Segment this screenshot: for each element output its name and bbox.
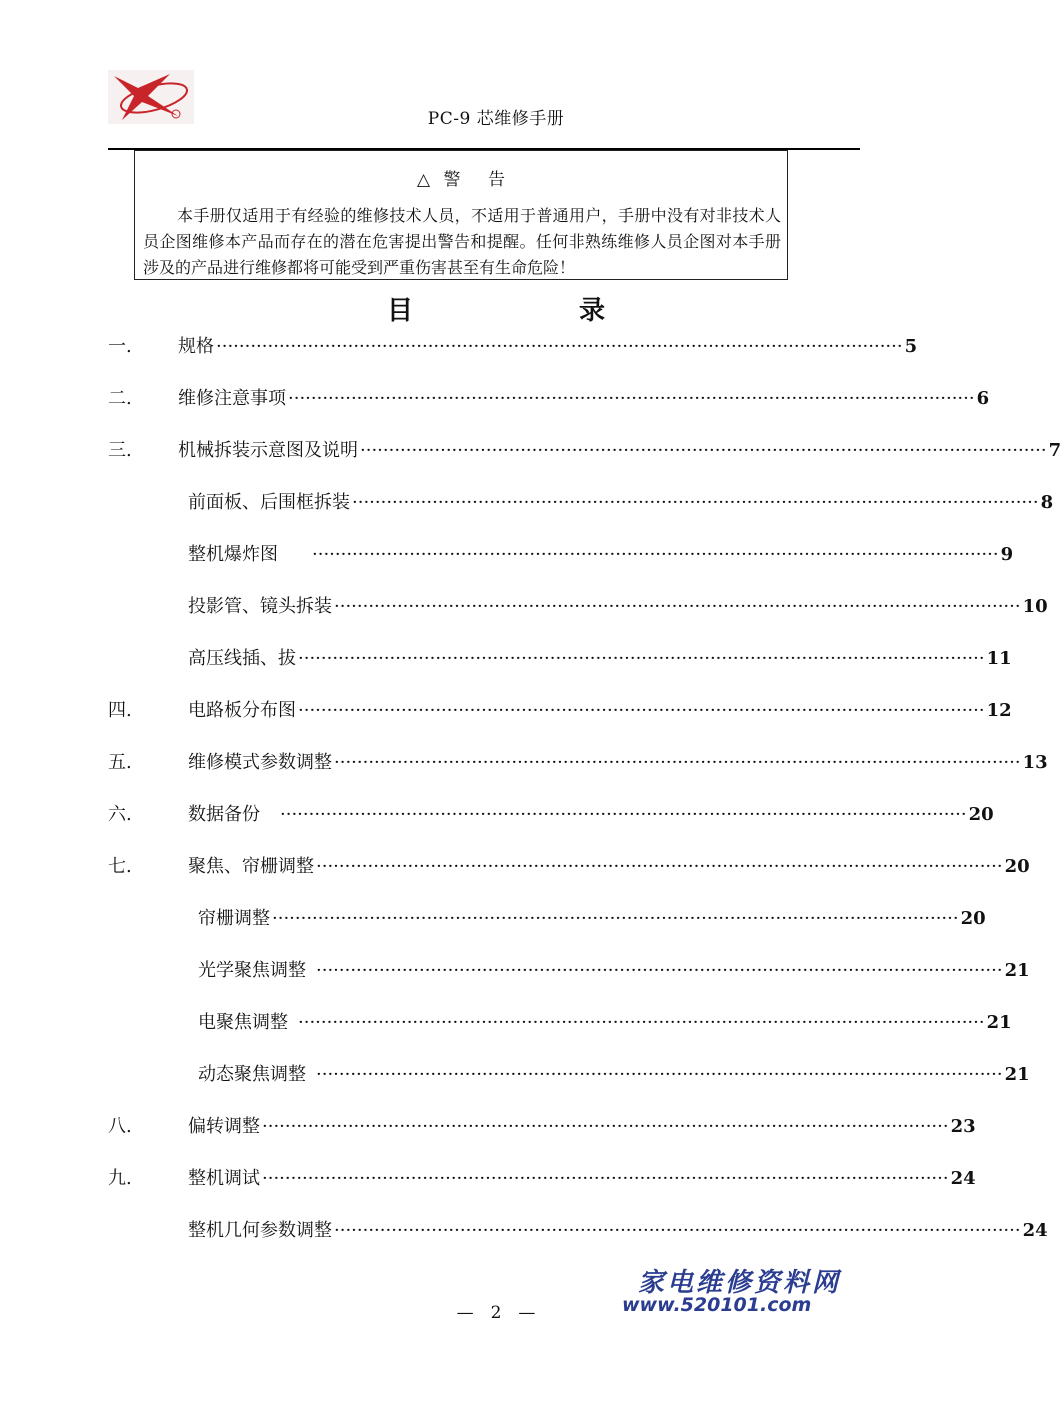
toc-leader: ························································································································ (288, 388, 975, 409)
toc-page-number: 23 (950, 1116, 976, 1137)
toc-page-number: 6 (976, 388, 990, 409)
toc-title: 整机几何参数调整 (188, 1220, 332, 1241)
warning-title-a: 警 (443, 170, 461, 190)
toc-row[interactable] (0, 385, 992, 413)
toc-title: 机械拆装示意图及说明 (178, 440, 358, 461)
toc-row[interactable] (0, 749, 1048, 777)
toc-title: 高压线插、拔 (188, 648, 296, 669)
toc-row[interactable] (0, 1009, 1012, 1037)
toc-row[interactable] (0, 1113, 992, 1141)
toc-number: 六. (108, 804, 132, 825)
toc-row[interactable] (0, 905, 992, 933)
toc-leader: ························································································································ (298, 1012, 985, 1033)
toc-page-number: 20 (968, 804, 994, 825)
toc-leader: ························································································································ (352, 492, 1039, 513)
page-number: — 2 — (456, 1303, 536, 1323)
toc-page-number: 13 (1022, 752, 1048, 773)
watermark-url: www.520101.com (622, 1294, 812, 1316)
toc-title: 帘栅调整 (198, 908, 270, 929)
toc-leader: ························································································································ (316, 856, 1003, 877)
toc-number: 二. (108, 388, 132, 409)
toc-title: 整机爆炸图 (188, 544, 278, 565)
toc-row[interactable] (0, 801, 992, 829)
toc-number: 五. (108, 752, 132, 773)
toc-row[interactable] (0, 853, 1030, 881)
toc-page-number: 9 (1000, 544, 1014, 565)
toc-number: 九. (108, 1168, 132, 1189)
toc-leader: ························································································································ (360, 440, 1047, 461)
toc-row[interactable] (0, 437, 1061, 465)
toc-row[interactable] (0, 593, 1048, 621)
toc-title: 动态聚焦调整 (198, 1064, 306, 1085)
toc-page-number: 10 (1022, 596, 1048, 617)
toc-leader: ························································································································ (280, 804, 967, 825)
toc-page-number: 21 (1004, 960, 1030, 981)
toc-number: 四. (108, 700, 132, 721)
toc-leader: ························································································································ (334, 752, 1021, 773)
toc-row[interactable] (0, 1061, 1030, 1089)
toc-title: 投影管、镜头拆装 (188, 596, 332, 617)
toc-page-number: 11 (986, 648, 1012, 669)
page-header-title: PC-9 芯维修手册 (427, 109, 565, 129)
toc-leader: ························································································································ (334, 596, 1021, 617)
warning-title (135, 165, 787, 190)
toc-row[interactable] (0, 489, 1054, 517)
toc-title: 整机调试 (188, 1168, 260, 1189)
toc-title: 数据备份 (188, 804, 260, 825)
toc-leader: ························································································································ (262, 1168, 949, 1189)
toc-row[interactable] (0, 645, 1012, 673)
toc-leader: ························································································································ (334, 1220, 1021, 1241)
toc-leader: ························································································································ (312, 544, 999, 565)
warning-box (134, 150, 788, 280)
watermark-site-name: 家电维修资料网 (638, 1268, 842, 1298)
toc-leader: ························································································································ (272, 908, 959, 929)
toc-page-number: 12 (986, 700, 1012, 721)
toc-title: 偏转调整 (188, 1116, 260, 1137)
toc-page-number: 24 (950, 1168, 976, 1189)
warning-text: 本手册仅适用于有经验的维修技术人员，不适用于普通用户，手册中没有对非技术人员企图维修本产品而存在的潜在危害提出警告和提醒。任何非熟练维修人员企图对本手册涉及的产品进行维修都将可能受到严重伤害甚至有生命危险！ (143, 206, 781, 277)
toc-page-number: 20 (960, 908, 986, 929)
toc-heading: 目 录 (386, 296, 675, 326)
toc-page-number: 21 (986, 1012, 1012, 1033)
toc-row[interactable] (0, 1165, 992, 1193)
warning-title-b: 告 (487, 170, 505, 190)
toc-title: 维修模式参数调整 (188, 752, 332, 773)
toc-page-number: 5 (904, 336, 918, 357)
toc-number: 七. (108, 856, 132, 877)
toc-page-number: 24 (1022, 1220, 1048, 1241)
toc-row[interactable] (0, 333, 992, 361)
toc-title: 前面板、后围框拆装 (188, 492, 350, 513)
toc-row[interactable] (0, 697, 1012, 725)
toc-number: 八. (108, 1116, 132, 1137)
toc-title: 维修注意事项 (178, 388, 286, 409)
toc-title: 电聚焦调整 (198, 1012, 288, 1033)
toc-page-number: 7 (1048, 440, 1061, 461)
toc-title: 聚焦、帘栅调整 (188, 856, 314, 877)
warning-triangle-icon: △ (417, 170, 431, 190)
toc-leader: ························································································································ (316, 1064, 1003, 1085)
toc-row[interactable] (0, 1217, 1048, 1245)
toc-leader: ························································································································ (298, 700, 985, 721)
toc-leader: ························································································································ (262, 1116, 949, 1137)
toc-title: 电路板分布图 (188, 700, 296, 721)
toc-page-number: 21 (1004, 1064, 1030, 1085)
toc-page-number: 20 (1004, 856, 1030, 877)
toc-leader: ························································································································ (298, 648, 985, 669)
toc-title: 规格 (178, 336, 214, 357)
toc-title: 光学聚焦调整 (198, 960, 306, 981)
toc-number: 三. (108, 440, 132, 461)
toc-leader: ························································································································ (316, 960, 1003, 981)
toc-row[interactable] (0, 957, 1030, 985)
toc-leader: ························································································································ (216, 336, 903, 357)
toc-number: 一. (108, 336, 132, 357)
toc-row[interactable] (0, 541, 1014, 569)
toc-page-number: 8 (1040, 492, 1054, 513)
